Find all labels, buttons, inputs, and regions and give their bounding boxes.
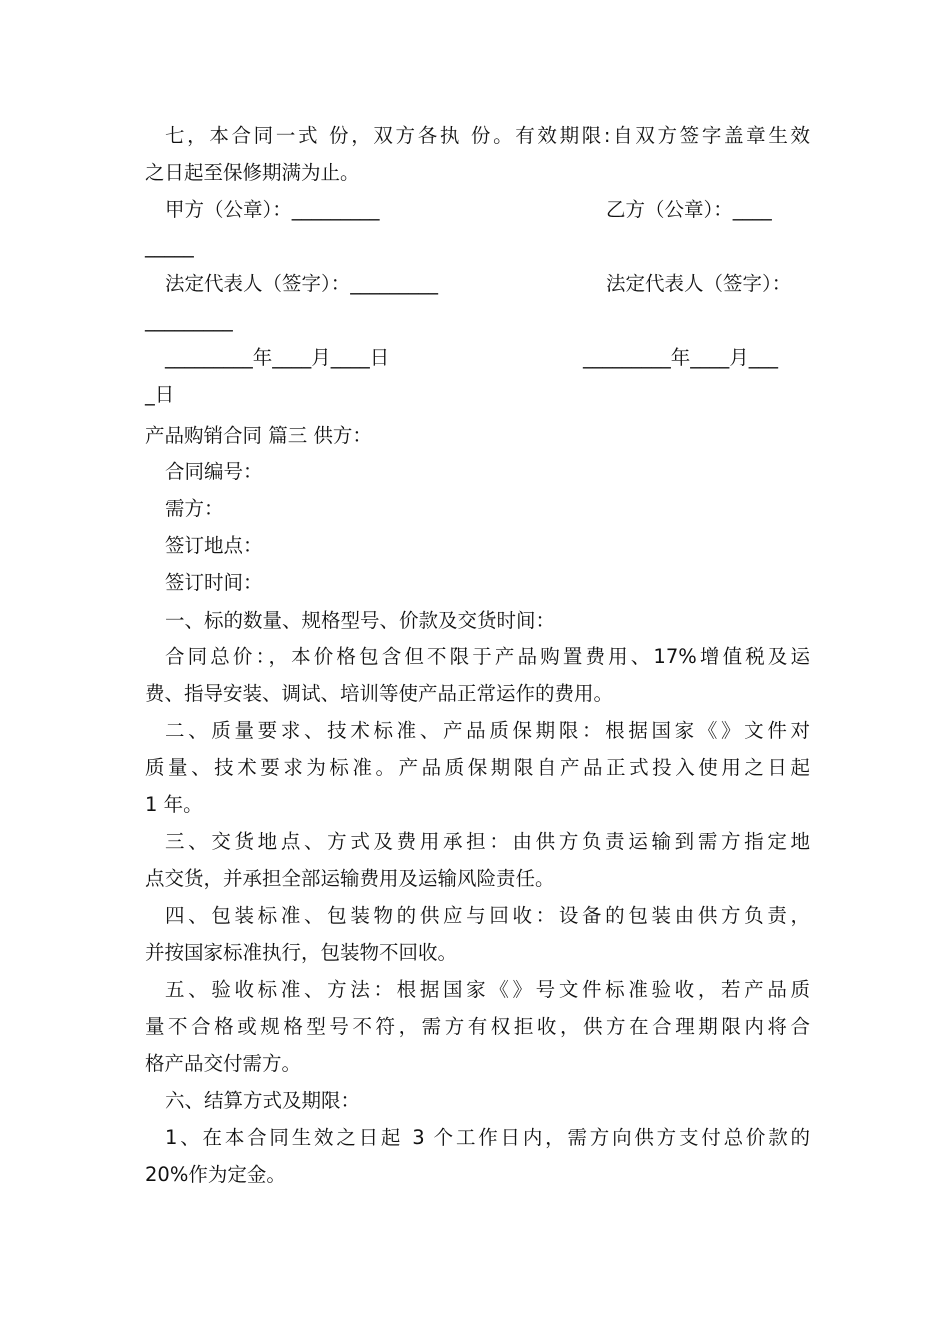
field-sign-time: 签订时间： (165, 571, 263, 594)
clause-6-1-line2: 20%作为定金。 (145, 1163, 286, 1186)
section7-line1: 七，本合同一式 份，双方各执 份。有效期限:自双方签字盖章生效 (165, 124, 810, 147)
clause-2-line2: 质量、技术要求为标准。产品质保期限自产品正式投入使用之日起 (145, 756, 810, 779)
field-sign-place: 签订地点： (165, 534, 263, 557)
legal-rep-b: 法定代表人（签字）： (606, 272, 792, 295)
clause-4-line1: 四、包装标准、包装物的供应与回收：设备的包装由供方负责， (165, 904, 810, 927)
party-b-seal-continued: _____ (145, 235, 194, 258)
clause-1-total-line2: 费、指导安装、调试、培训等使产品正常运作的费用。 (145, 682, 614, 705)
signature-row-legal-rep (165, 266, 810, 302)
party-b-seal: 乙方（公章）：____ (606, 198, 772, 221)
legal-rep-a: 法定代表人（签字）：_________ (165, 272, 439, 295)
clause-1-title: 一、标的数量、规格型号、价款及交货时间： (165, 609, 556, 632)
clause-1-total-line1: 合同总价：，本价格包含但不限于产品购置费用、17%增值税及运 (165, 645, 810, 668)
clause-6-title: 六、结算方式及期限： (165, 1089, 361, 1112)
signature-row-seal (165, 192, 810, 228)
date-b: _________年____月___ (583, 346, 779, 369)
clause-6-1-line1: 1、在本合同生效之日起 3 个工作日内，需方向供方支付总价款的 (165, 1126, 810, 1149)
field-buyer: 需方： (165, 497, 224, 520)
clause-2-line1: 二、质量要求、技术标准、产品质保期限：根据国家《》文件对 (165, 719, 810, 742)
section7-line2: 之日起至保修期满为止。 (145, 161, 360, 184)
legal-rep-b-continued: _________ (145, 309, 233, 332)
date-a: _________年____月____日 (165, 346, 390, 369)
clause-4-line2: 并按国家标准执行，包装物不回收。 (145, 941, 458, 964)
party-a-seal: 甲方（公章）：_________ (165, 198, 380, 221)
clause-2-line3: 1 年。 (145, 793, 203, 816)
clause-3-line1: 三、交货地点、方式及费用承担：由供方负责运输到需方指定地 (165, 830, 810, 853)
contract-heading: 产品购销合同 篇三 供方： (145, 424, 372, 447)
field-contract-no: 合同编号： (165, 460, 263, 483)
clause-5-line3: 格产品交付需方。 (145, 1052, 302, 1075)
clause-5-line2: 量不合格或规格型号不符，需方有权拒收，供方在合理期限内将合 (145, 1015, 810, 1038)
clause-3-line2: 点交货，并承担全部运输费用及运输风险责任。 (145, 867, 555, 890)
signature-row-date (165, 340, 810, 376)
date-b-continued: _日 (145, 383, 175, 406)
clause-5-line1: 五、验收标准、方法：根据国家《》号文件标准验收，若产品质 (165, 978, 810, 1001)
